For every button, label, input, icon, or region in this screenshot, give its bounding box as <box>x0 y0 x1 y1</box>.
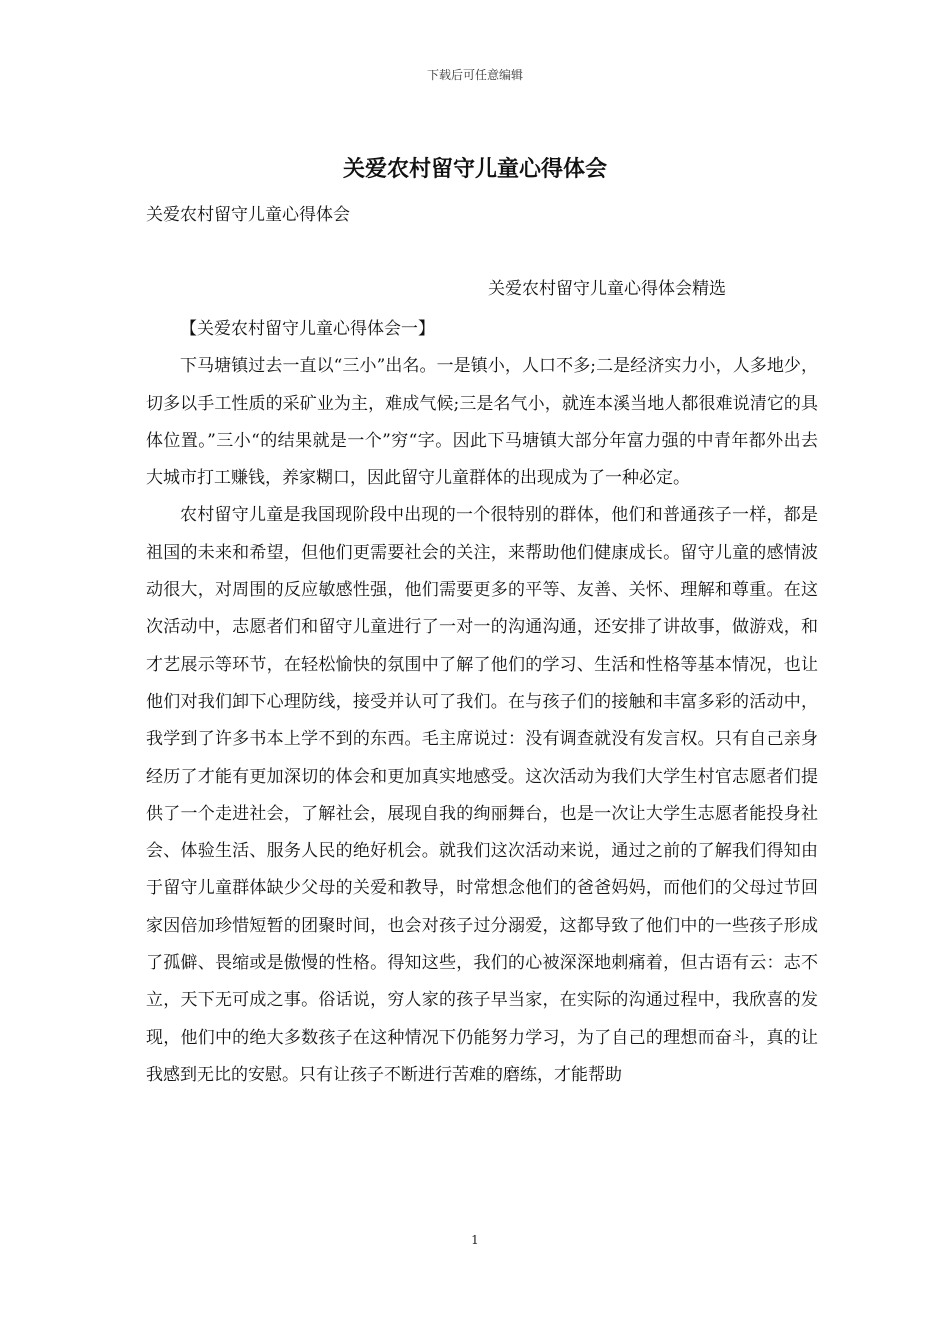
section-heading: 【关爱农村留守儿童心得体会一】 <box>180 319 435 339</box>
paragraph: 农村留守儿童是我国现阶段中出现的一个很特别的群体，他们和普通孩子一样，都是祖国的未来和希望，但他们更需要社会的关注，来帮助他们健康成长。留守儿童的感情波动很大，对周围的反应敏感性强，他们需要更多的平等、友善、关怀、理解和尊重。在这次活动中，志愿者们和留守儿童进行了一对一的沟通沟通，还安排了讲故事，做游戏，和才艺展示等环节，在轻松愉快的氛围中了解了他们的学习、生活和性格等基本情况，也让他们对我们卸下心理防线，接受并认可了我们。在与孩子们的接触和丰富多彩的活动中，我学到了许多书本上学不到的东西。毛主席说过：没有调查就没有发言权。只有自己亲身经历了才能有更加深切的体会和更加真实地感受。这次活动为我们大学生村官志愿者们提供了一个走进社会，了解社会，展现自我的绚丽舞台，也是一次让大学生志愿者能投身社会、体验生活、服务人民的绝好机会。就我们这次活动来说，通过之前的了解我们得知由于留守儿童群体缺少父母的关爱和教导，时常想念他们的爸爸妈妈，而他们的父母过节回家因倍加珍惜短暂的团聚时间，也会对孩子过分溺爱，这都导致了他们中的一些孩子形成了孤僻、畏缩或是傲慢的性格。得知这些，我们的心被深深地刺痛着，但古语有云：志不立，天下无可成之事。俗话说，穷人家的孩子早当家，在实际的沟通过程中，我欣喜的发现，他们中的绝大多数孩子在这种情况下仍能努力学习，为了自己的理想而奋斗，真的让我感到无比的安慰。只有让孩子不断进行苦难的磨练，才能帮助 <box>146 505 818 1085</box>
document-body <box>146 311 818 1094</box>
paragraph: 下马塘镇过去一直以“三小”出名。一是镇小，人口不多;二是经济实力小，人多地少，切多以手工性质的采矿业为主，难成气候;三是名气小，就连本溪当地人都很难说清它的具体位置。”三小“的结果就是一个”穷“字。因此下马塘镇大部分年富力强的中青年都外出去大城市打工赚钱，养家糊口，因此留守儿童群体的出现成为了一种必定。 <box>146 356 818 489</box>
document-title: 关爱农村留守儿童心得体会 <box>342 156 607 182</box>
selected-label: 关爱农村留守儿童心得体会精选 <box>488 279 726 299</box>
header-note: 下载后可任意编辑 <box>426 68 523 82</box>
document-subtitle: 关爱农村留守儿童心得体会 <box>146 205 350 225</box>
page-number: 1 <box>471 1233 479 1247</box>
